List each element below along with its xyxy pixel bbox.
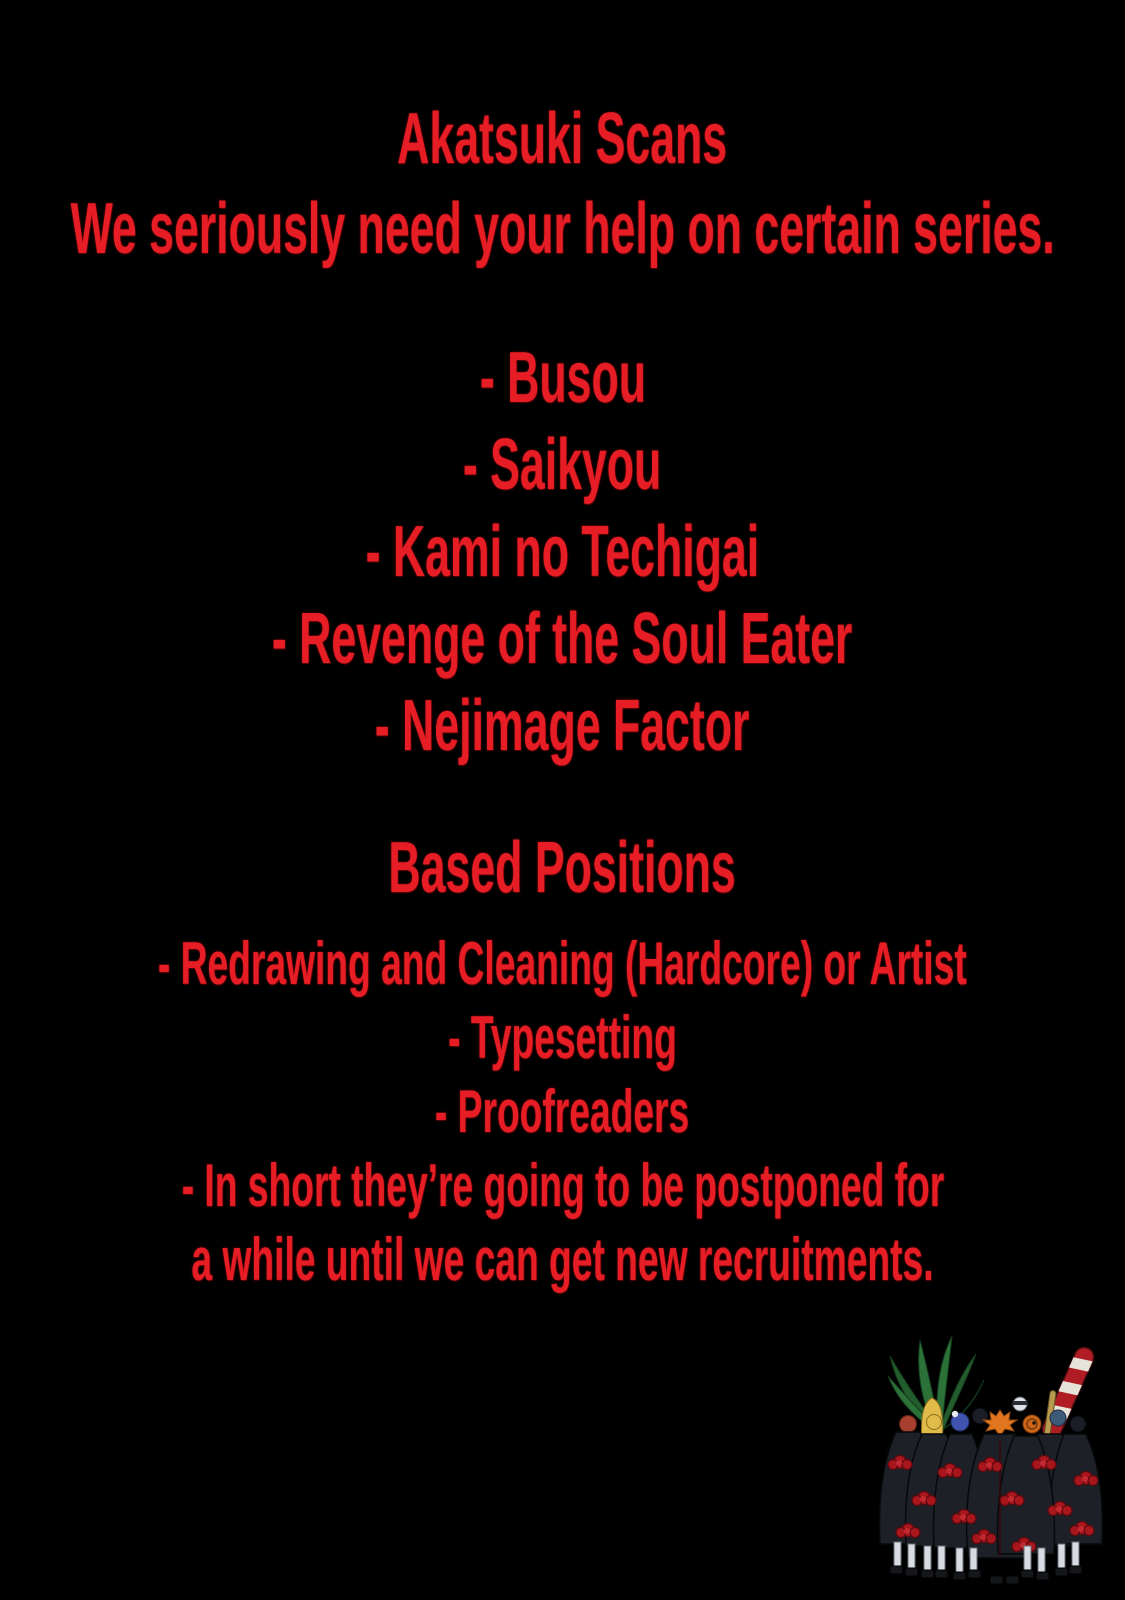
series-item-saikyou: - Saikyou bbox=[463, 424, 662, 505]
position-item-proofreaders: - Proofreaders bbox=[435, 1078, 690, 1145]
series-item-busou: - Busou bbox=[479, 337, 646, 418]
position-item-typesetting: - Typesetting bbox=[448, 1004, 677, 1071]
list-item bbox=[0, 682, 1125, 769]
page-title-row bbox=[0, 99, 1125, 179]
series-item-nejimage-factor: - Nejimage Factor bbox=[375, 685, 750, 766]
page-subtitle-row bbox=[0, 189, 1125, 269]
series-item-kami-no-techigai: - Kami no Techigai bbox=[365, 511, 760, 592]
list-item bbox=[0, 1223, 1125, 1297]
list-item bbox=[0, 508, 1125, 595]
page-title: Akatsuki Scans bbox=[397, 99, 728, 179]
list-item bbox=[0, 595, 1125, 682]
page-subtitle: We seriously need your help on certain series. bbox=[70, 189, 1055, 269]
series-item-revenge-of-the-soul-eater: - Revenge of the Soul Eater bbox=[272, 598, 853, 679]
positions-list bbox=[0, 927, 1125, 1297]
series-list bbox=[0, 334, 1125, 769]
list-item bbox=[0, 1001, 1125, 1075]
list-item bbox=[0, 334, 1125, 421]
position-item-redrawing: - Redrawing and Cleaning (Hardcore) or Artist bbox=[158, 930, 967, 997]
list-item bbox=[0, 927, 1125, 1001]
position-note-line-2: a while until we can get new recruitments. bbox=[191, 1226, 934, 1293]
list-item bbox=[0, 1075, 1125, 1149]
akatsuki-group-image bbox=[872, 1330, 1112, 1590]
positions-heading: Based Positions bbox=[388, 828, 737, 908]
positions-heading-row bbox=[0, 828, 1125, 908]
position-note-line-1: - In short they’re going to be postponed for bbox=[181, 1152, 944, 1219]
list-item bbox=[0, 421, 1125, 508]
list-item bbox=[0, 1149, 1125, 1223]
